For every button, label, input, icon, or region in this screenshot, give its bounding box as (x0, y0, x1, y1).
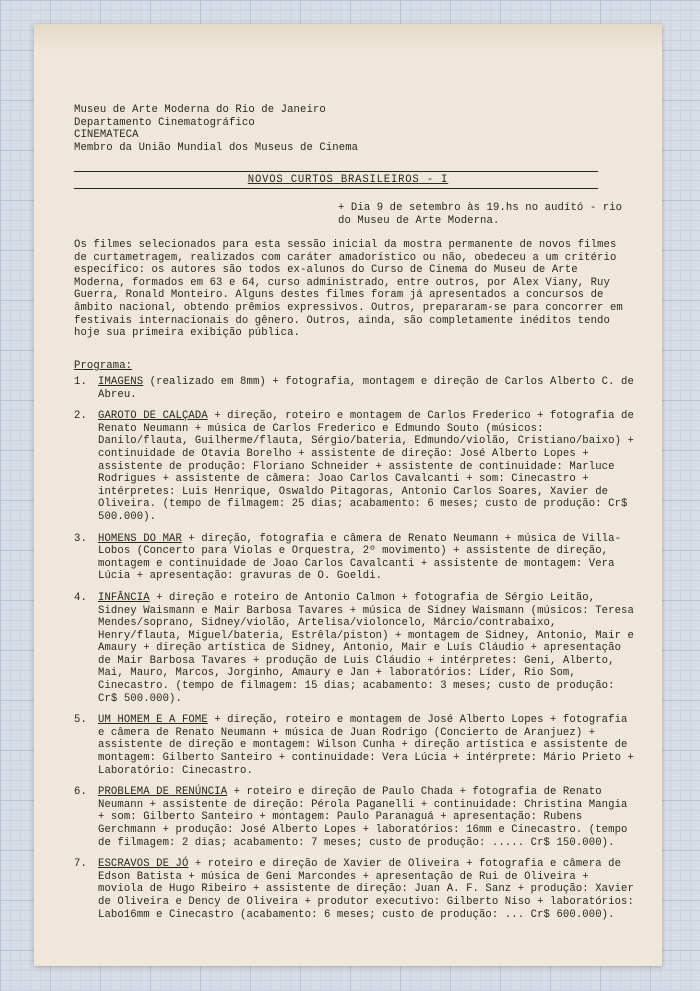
film-credits: + direção e roteiro de Antonio Calmon + fotografia de Sérgio Leitão, Sidney Waismann e Mair Barbosa Tavares + música de Sidney Waismann (músicos: Teresa Mendes/soprano, Sidney/violão, Artelisa/violoncelo, Márcio/contrabaixo, Henry/flauta, Miguel/bateria, Estrêla/piston) + montagem de Sidney, Antonio, Mair e Amaury + direção artística de Sidney, Antonio, Mair e Luís Cláudio + apresentação de Mair Barbosa Tavares + produção de Luis Cláudio + intérpretes: Geni, Alberto, Mai, Mauro, Marcos, Jorginho, Amaury e Jan + laboratórios: Líder, Rio Som, Cinecastro. (tempo de filmagem: 15 dias; acabamento: 3 meses; custo de produção: Cr$ 500.000). (98, 591, 634, 705)
program-item (74, 858, 636, 921)
film-title: GAROTO DE CALÇADA (98, 410, 208, 423)
film-title: UM HOMEM E A FOME (98, 714, 208, 727)
item-number: 3. (74, 532, 87, 545)
department-name: Departamento Cinematográfico (74, 116, 255, 129)
document-title (34, 174, 662, 187)
document-sheet (34, 24, 662, 966)
film-title: IMAGENS (98, 376, 144, 388)
letterhead (74, 104, 358, 154)
item-number: 1. (74, 376, 87, 388)
item-number: 5. (74, 714, 87, 727)
program-item (74, 786, 636, 849)
film-credits: + roteiro e direção de Xavier de Oliveira + fotografia e câmera de Edson Batista + música de Geni Marcondes + apresentação de Rui de Oliveira + moviola de Hugo Ribeiro + assistente de direção: Juan A. F. Sanz + produção: Xavier de Oliveira e Dency de Oliveira + produtor executivo: Gilberto Niso + laboratórios: Labo16mm e Cinecastro (acabamento: 6 meses; custo de produção: ... Cr$ 600.000). (98, 858, 634, 921)
film-title: PROBLEMA DE RENÚNCIA (98, 786, 228, 799)
program-item (74, 410, 636, 523)
cinemateca-label: CINEMATECA (74, 129, 139, 142)
film-credits: + roteiro e direção de Paulo Chada + fotografia de Renato Neumann + assistente de direção: Pérola Paganelli + continuidade: Christina Mangia + som: Gilberto Santeiro + montagem: Paulo Paranaguá + apresentação: Rubens Gerchmann + produção: José Alberto Lopes + laboratórios: 16mm e Cinecastro. (tempo de filmagem: 2 dias; acabamento: 7 meses; custo de produção: ..... Cr$ 150.000). (98, 786, 628, 849)
program-item (74, 376, 636, 401)
program-item (74, 714, 636, 777)
museum-name: Museu de Arte Moderna do Rio de Janeiro (74, 104, 326, 116)
item-number: 7. (74, 858, 87, 871)
film-credits: (realizado em 8mm) + fotografia, montagem e direção de Carlos Alberto C. de Abreu. (98, 376, 634, 401)
item-text (98, 376, 636, 401)
item-text (98, 786, 636, 849)
film-credits: + direção, roteiro e montagem de Carlos Frederico + fotografia de Renato Neumann + música de Carlos Frederico e Edmundo Souto (músicos: Danilo/flauta, Guilherme/flauta, Sérgio/bateria, Edmundo/violão, Cristiano/baixo) + continuidade de Otavia Borelho + assistente de direção: José Alberto Lopes + assistente de produção: Floriano Schneider + assistente de continuidade: Marluce Rodrigues + assistente de câmera: Joao Carlos Cavalcanti + som: Cinecastro + intérpretes: Luis Henrique, Oswaldo Pitagoras, Antonio Carlos Soares, Xavier de Oliveira. (tempo de filmagem: 25 dias; acabamento: 6 meses; custo de produção: Cr$ 500.000). (98, 410, 634, 523)
programa-label: Programa: (74, 360, 133, 372)
film-title: INFÂNCIA (98, 591, 150, 604)
session-dateline: + Dia 9 de setembro às 19.hs no audító - rio do Museu de Arte Moderna. (338, 202, 623, 227)
item-text (98, 592, 636, 705)
film-credits: + direção, fotografia e câmera de Renato Neumann + música de Villa-Lobos (Concerto para Violas e Orquestra, 2º movimento) + assistente de direção, montagem e continuidade de Joao Carlos Cavalcanti + assistente de montagem: Vera Lúcia + apresentação: gravuras de O. Goeldi. (98, 532, 622, 583)
item-text (98, 858, 636, 921)
title-rule-top (74, 171, 598, 172)
film-credits: + direção, roteiro e montagem de José Alberto Lopes + fotografia e câmera de Renato Neumann + música de Juan Rodrigo (Concierto de Aranjuez) + assistente de direção e montagem: Wilson Cunha + direção artística e assistente de montagem: Gilberto Santeiro + continuidade: Vera Lúcia + intérprete: Mário Prieto + Laboratório: Cinecastro. (98, 714, 634, 777)
item-number: 2. (74, 410, 87, 423)
program-item (74, 533, 636, 583)
item-number: 4. (74, 591, 87, 604)
document-title-text: NOVOS CURTOS BRASILEIROS - I (247, 174, 449, 186)
item-text (98, 410, 636, 523)
program-list (74, 376, 636, 930)
membership-line: Membro da União Mundial dos Museus de Cinema (74, 141, 359, 154)
intro-paragraph: Os filmes selecionados para esta sessão inicial da mostra permanente de novos filmes de curtametragem, realizados com caráter amadorístico ou não, obedeceu a um critério específico: os autores são todos ex-alunos do Curso de Cinema do Museu de Arte Moderna, formados em 63 e 64, curso administrado, entre outros, por Alex Viany, Ruy Guerra, Ronald Monteiro. Alguns destes filmes foram já apresentados a concursos de âmbito nacional, obtendo prêmios expressivos. Outros, prepararam-se para concorrer em festivais internacionais do gênero. Outros, ainda, são completamente inéditos tendo hoje sua primeira exibição pública. (74, 239, 623, 340)
title-rule-bottom (74, 188, 598, 189)
film-title: HOMENS DO MAR (98, 532, 182, 545)
film-title: ESCRAVOS DE JÓ (98, 858, 189, 871)
item-text (98, 533, 636, 583)
item-text (98, 714, 636, 777)
program-item (74, 592, 636, 705)
item-number: 6. (74, 786, 87, 799)
